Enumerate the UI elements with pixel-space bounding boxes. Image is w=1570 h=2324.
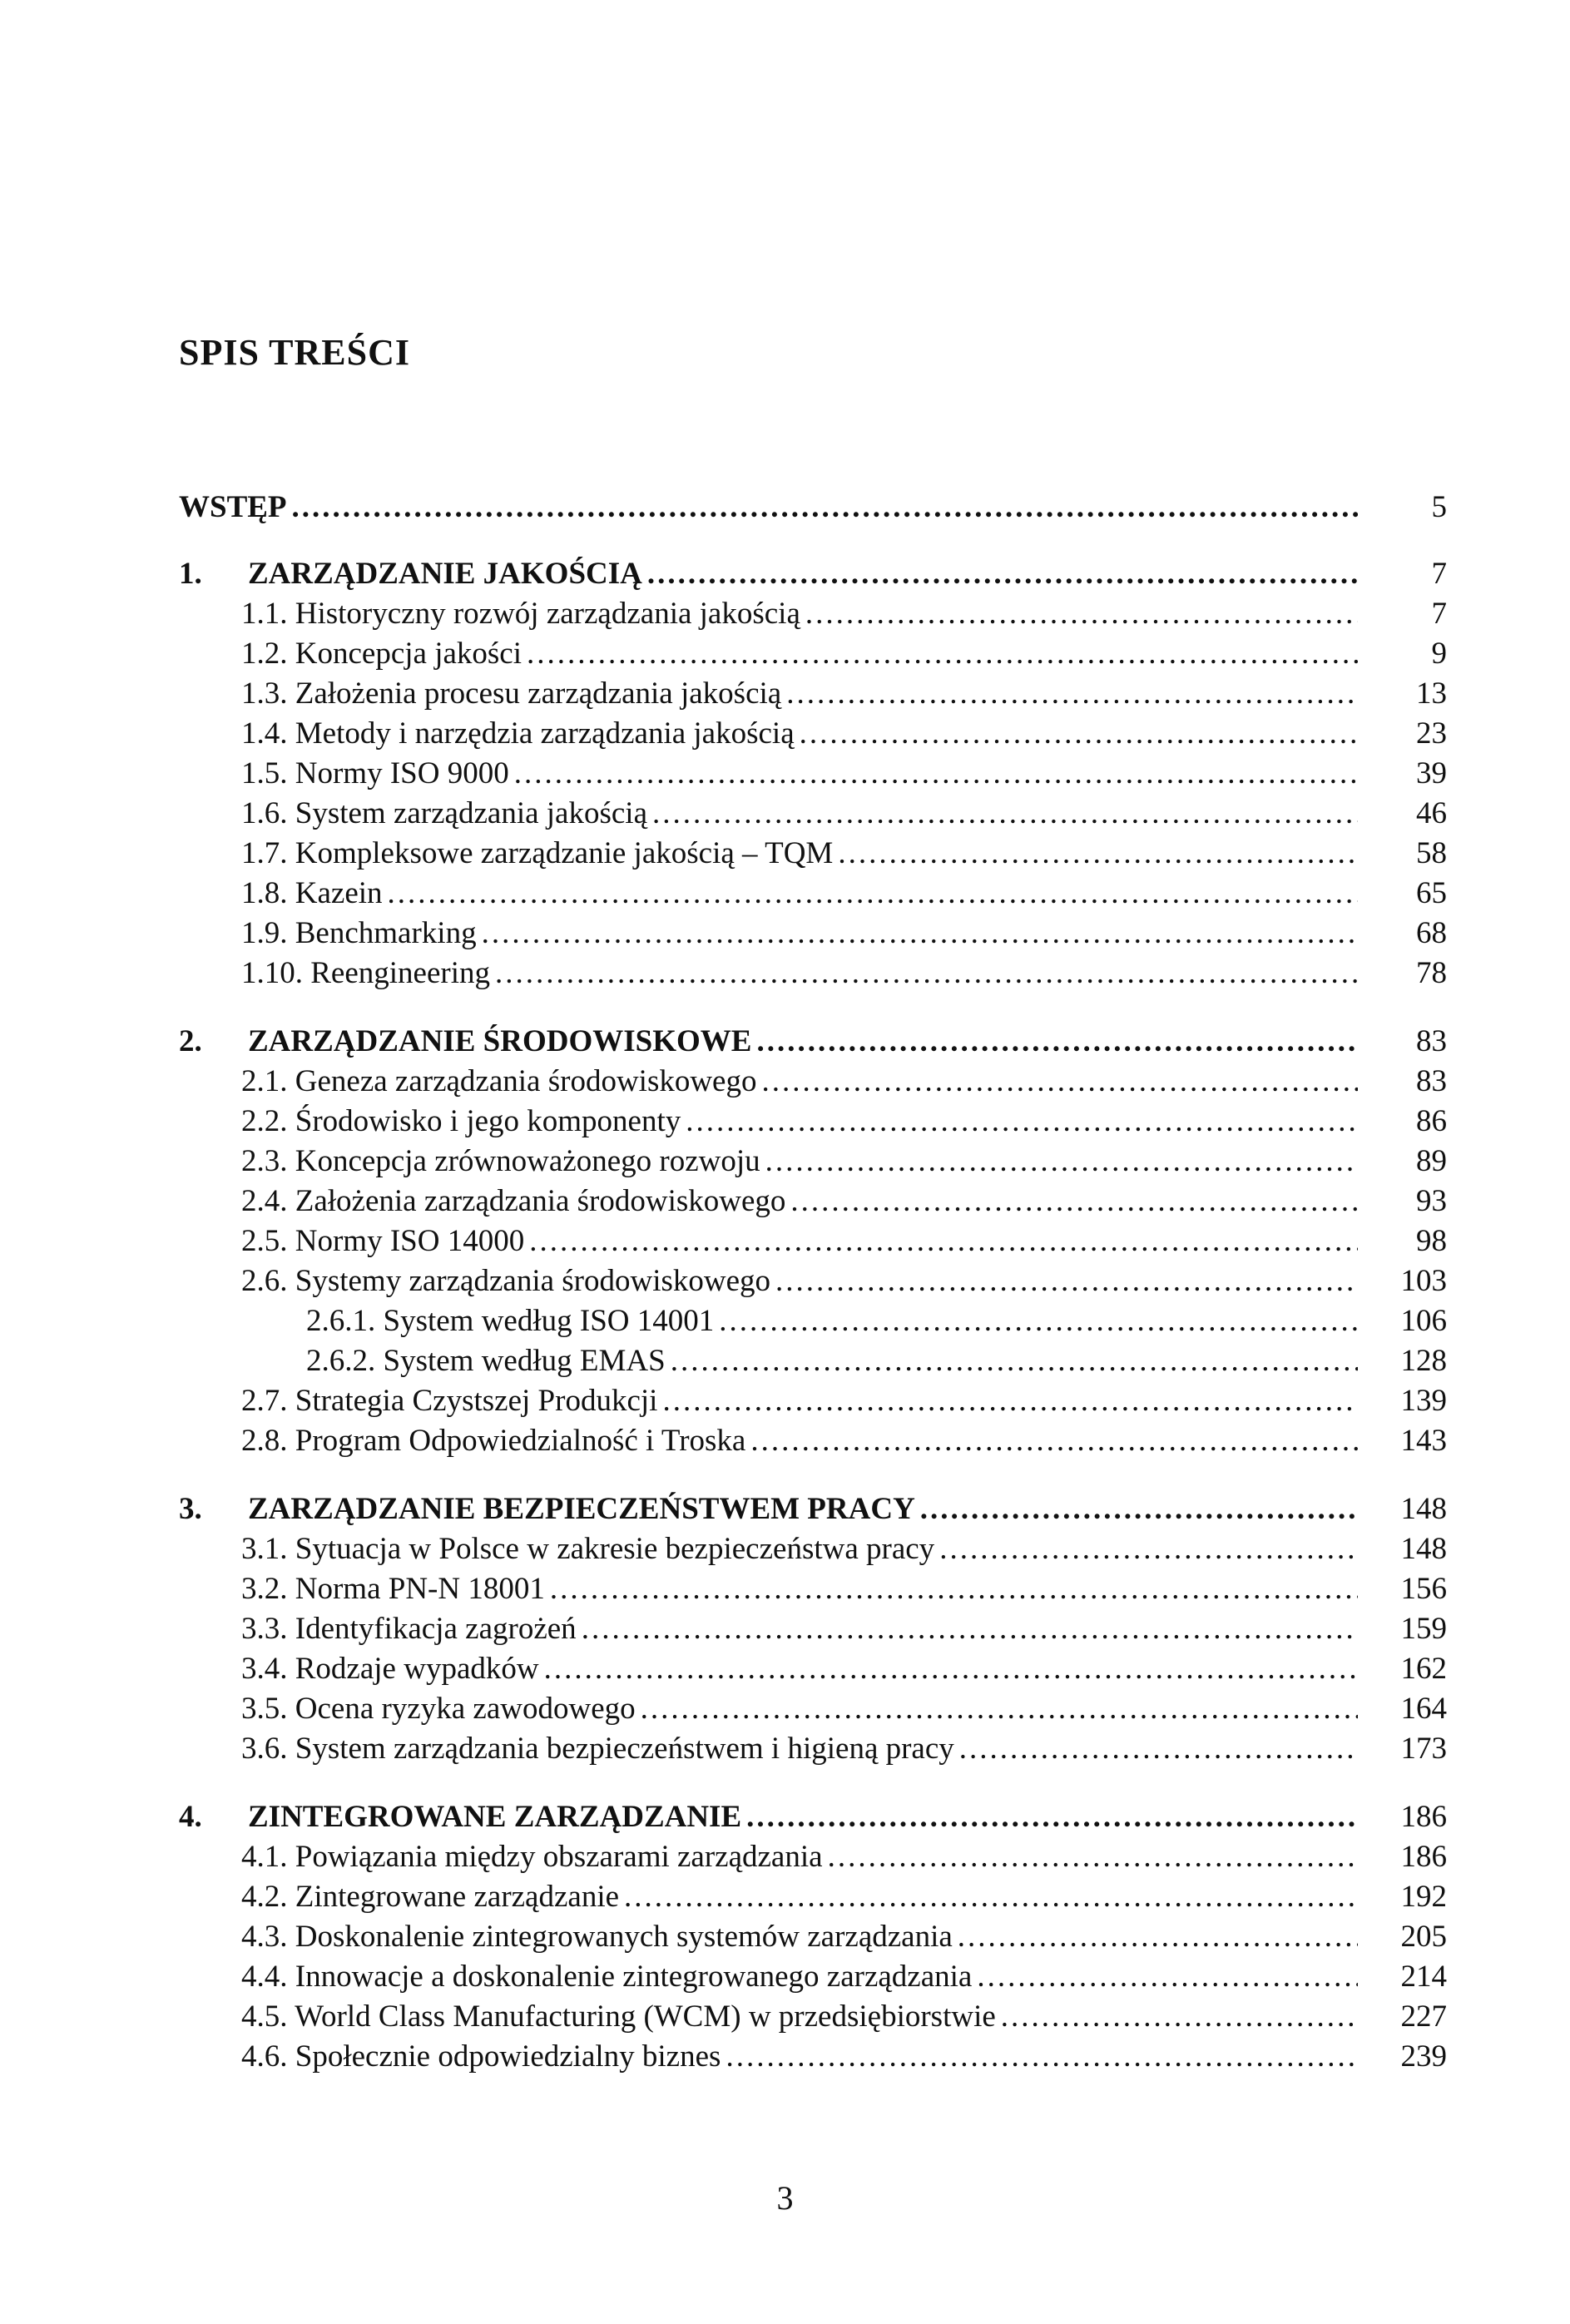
section-page: 7	[1431, 597, 1447, 631]
section-page: 205	[1400, 1920, 1447, 1954]
section-title: 3.1. Sytuacja w Polsce w zakresie bezpieczeństwa pracy	[241, 1532, 935, 1566]
leader-dots	[958, 1917, 1358, 1957]
leader-dots	[786, 674, 1358, 714]
toc-intro-page: 5	[1431, 490, 1447, 524]
section-page: 98	[1416, 1224, 1447, 1258]
leader-dots	[838, 834, 1358, 874]
section-title: 1.7. Kompleksowe zarządzanie jakością – TQM	[241, 836, 834, 870]
section-page: 164	[1400, 1692, 1447, 1726]
section-title: 1.2. Koncepcja jakości	[241, 637, 522, 671]
toc-section	[0, 1221, 1570, 1261]
toc-chapter-3	[0, 1489, 1570, 1529]
toc-section	[0, 594, 1570, 634]
section-page: 162	[1400, 1652, 1447, 1686]
section-title: 2.1. Geneza zarządzania środowiskowego	[241, 1064, 757, 1098]
section-title: 4.3. Doskonalenie zintegrowanych systemów zarządzania	[241, 1920, 953, 1954]
leader-dots	[790, 1182, 1358, 1221]
toc-section	[0, 1649, 1570, 1689]
section-title: 4.1. Powiązania między obszarami zarządzania	[241, 1840, 823, 1874]
toc-section	[0, 914, 1570, 954]
page-number: 3	[776, 2179, 794, 2217]
section-title: 2.2. Środowisko i jego komponenty	[241, 1104, 681, 1138]
leader-dots	[805, 594, 1358, 634]
section-page: 214	[1400, 1960, 1447, 1994]
toc-section	[0, 1997, 1570, 2037]
leader-dots	[800, 714, 1358, 754]
chapter-number: 2.	[179, 1024, 202, 1058]
toc-intro	[0, 488, 1570, 528]
chapter-title: ZINTEGROWANE ZARZĄDZANIE	[248, 1800, 742, 1834]
section-title: 3.3. Identyfikacja zagrożeń	[241, 1612, 577, 1646]
section-title: 3.2. Norma PN-N 18001	[241, 1572, 545, 1606]
chapter-page: 83	[1416, 1024, 1447, 1058]
subsection-title: 2.6.2. System według EMAS	[306, 1344, 666, 1378]
leader-dots	[746, 1797, 1358, 1837]
toc-chapter-2	[0, 1022, 1570, 1062]
section-title: 1.5. Normy ISO 9000	[241, 756, 509, 790]
section-page: 148	[1400, 1532, 1447, 1566]
leader-dots	[292, 488, 1358, 528]
section-title: 1.4. Metody i narzędzia zarządzania jakością	[241, 716, 795, 751]
section-page: 9	[1431, 637, 1447, 671]
section-page: 192	[1400, 1880, 1447, 1914]
toc-section	[0, 1261, 1570, 1301]
toc-chapter-4	[0, 1797, 1570, 1837]
section-page: 103	[1400, 1264, 1447, 1298]
leader-dots	[550, 1569, 1358, 1609]
leader-dots	[388, 874, 1358, 914]
section-title: 2.3. Koncepcja zrównoważonego rozwoju	[241, 1144, 760, 1178]
toc-section	[0, 2037, 1570, 2077]
leader-dots	[527, 634, 1358, 674]
section-page: 139	[1400, 1384, 1447, 1418]
section-page: 159	[1400, 1612, 1447, 1646]
leader-dots	[652, 794, 1358, 834]
toc-section	[0, 1381, 1570, 1421]
leader-dots	[482, 914, 1358, 954]
leader-dots	[750, 1421, 1358, 1461]
section-title: 3.6. System zarządzania bezpieczeństwem i higieną pracy	[241, 1732, 954, 1766]
subsection-page: 106	[1400, 1304, 1447, 1338]
leader-dots	[624, 1877, 1358, 1917]
toc-section	[0, 874, 1570, 914]
chapter-number: 3.	[179, 1492, 202, 1526]
toc-section	[0, 714, 1570, 754]
toc-section	[0, 634, 1570, 674]
leader-dots	[662, 1381, 1358, 1421]
toc-section	[0, 1957, 1570, 1997]
section-title: 3.5. Ocena ryzyka zawodowego	[241, 1692, 636, 1726]
leader-dots	[939, 1529, 1358, 1569]
leader-dots	[529, 1221, 1358, 1261]
section-page: 83	[1416, 1064, 1447, 1098]
section-page: 58	[1416, 836, 1447, 870]
leader-dots	[686, 1102, 1358, 1142]
section-page: 143	[1400, 1424, 1447, 1458]
toc-section	[0, 1609, 1570, 1649]
leader-dots	[959, 1729, 1358, 1769]
section-title: 1.8. Kazein	[241, 876, 383, 910]
section-title: 4.6. Społecznie odpowiedzialny biznes	[241, 2039, 721, 2074]
section-page: 65	[1416, 876, 1447, 910]
section-page: 46	[1416, 796, 1447, 830]
leader-dots	[544, 1649, 1358, 1689]
subsection-page: 128	[1400, 1344, 1447, 1378]
leader-dots	[582, 1609, 1358, 1649]
leader-dots	[761, 1062, 1358, 1102]
section-page: 86	[1416, 1104, 1447, 1138]
chapter-number: 1.	[179, 557, 202, 591]
toc-subsection	[0, 1301, 1570, 1341]
toc-section	[0, 834, 1570, 874]
leader-dots	[726, 2037, 1358, 2077]
toc-section	[0, 1689, 1570, 1729]
toc-intro-label: WSTĘP	[179, 490, 287, 524]
section-title: 3.4. Rodzaje wypadków	[241, 1652, 539, 1686]
leader-dots	[719, 1301, 1358, 1341]
section-page: 156	[1400, 1572, 1447, 1606]
subsection-title: 2.6.1. System według ISO 14001	[306, 1304, 715, 1338]
toc-section	[0, 754, 1570, 794]
section-page: 227	[1400, 1999, 1447, 2034]
section-page: 39	[1416, 756, 1447, 790]
toc-section	[0, 794, 1570, 834]
section-title: 2.4. Założenia zarządzania środowiskowego	[241, 1184, 786, 1218]
toc-section	[0, 954, 1570, 994]
section-title: 2.6. Systemy zarządzania środowiskowego	[241, 1264, 771, 1298]
leader-dots	[647, 554, 1358, 594]
toc-section	[0, 1102, 1570, 1142]
page-title: SPIS TREŚCI	[179, 332, 410, 373]
section-page: 239	[1400, 2039, 1447, 2074]
section-title: 2.5. Normy ISO 14000	[241, 1224, 525, 1258]
section-page: 173	[1400, 1732, 1447, 1766]
section-title: 4.2. Zintegrowane zarządzanie	[241, 1880, 620, 1914]
toc-section	[0, 1182, 1570, 1221]
section-page: 93	[1416, 1184, 1447, 1218]
leader-dots	[765, 1142, 1358, 1182]
section-page: 13	[1416, 676, 1447, 711]
section-title: 1.6. System zarządzania jakością	[241, 796, 647, 830]
toc-section	[0, 1529, 1570, 1569]
section-title: 4.5. World Class Manufacturing (WCM) w przedsiębiorstwie	[241, 1999, 996, 2034]
section-title: 2.8. Program Odpowiedzialność i Troska	[241, 1424, 746, 1458]
chapter-page: 148	[1400, 1492, 1447, 1526]
toc-section	[0, 1837, 1570, 1877]
toc-subsection	[0, 1341, 1570, 1381]
leader-dots	[495, 954, 1358, 994]
section-page: 23	[1416, 716, 1447, 751]
toc-section	[0, 1729, 1570, 1769]
toc-section	[0, 1569, 1570, 1609]
leader-dots	[756, 1022, 1358, 1062]
section-title: 1.9. Benchmarking	[241, 916, 477, 950]
toc-section	[0, 674, 1570, 714]
leader-dots	[671, 1341, 1358, 1381]
toc-section	[0, 1062, 1570, 1102]
toc-chapter-1	[0, 554, 1570, 594]
leader-dots	[641, 1689, 1358, 1729]
section-page: 68	[1416, 916, 1447, 950]
section-title: 1.3. Założenia procesu zarządzania jakością	[241, 676, 782, 711]
leader-dots	[920, 1489, 1358, 1529]
chapter-number: 4.	[179, 1800, 202, 1834]
leader-dots	[514, 754, 1358, 794]
section-title: 1.10. Reengineering	[241, 956, 490, 990]
section-page: 89	[1416, 1144, 1447, 1178]
toc-section	[0, 1421, 1570, 1461]
chapter-page: 7	[1431, 557, 1447, 591]
toc-entry	[179, 488, 1358, 528]
section-title: 4.4. Innowacje a doskonalenie zintegrowanego zarządzania	[241, 1960, 973, 1994]
chapter-title: ZARZĄDZANIE JAKOŚCIĄ	[248, 557, 642, 591]
section-page: 186	[1400, 1840, 1447, 1874]
leader-dots	[977, 1957, 1358, 1997]
section-title: 1.1. Historyczny rozwój zarządzania jakością	[241, 597, 800, 631]
leader-dots	[828, 1837, 1358, 1877]
chapter-title: ZARZĄDZANIE BEZPIECZEŃSTWEM PRACY	[248, 1492, 915, 1526]
toc-section	[0, 1142, 1570, 1182]
leader-dots	[1001, 1997, 1358, 2037]
chapter-page: 186	[1400, 1800, 1447, 1834]
section-title: 2.7. Strategia Czystszej Produkcji	[241, 1384, 658, 1418]
section-page: 78	[1416, 956, 1447, 990]
toc-section	[0, 1877, 1570, 1917]
toc-section	[0, 1917, 1570, 1957]
chapter-title: ZARZĄDZANIE ŚRODOWISKOWE	[248, 1024, 752, 1058]
leader-dots	[775, 1261, 1358, 1301]
